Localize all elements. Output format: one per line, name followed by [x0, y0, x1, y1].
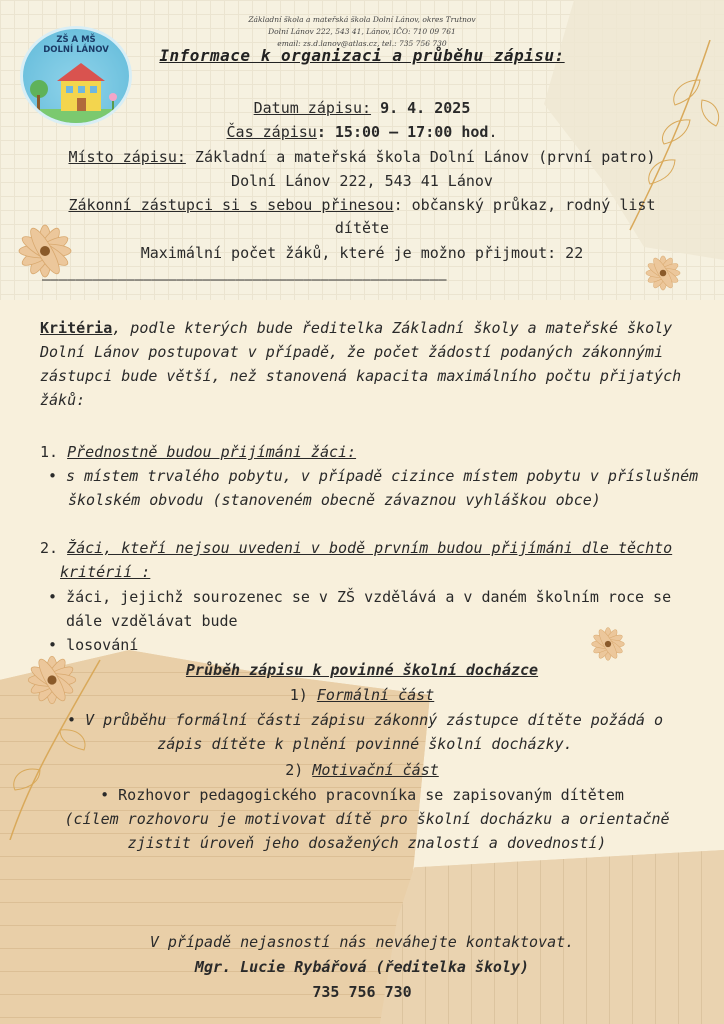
enrollment-address: Dolní Lánov 222, 543 41 Lánov	[231, 172, 493, 190]
time-value: : 15:00 – 17:00 hod	[316, 123, 489, 141]
part-1-text: V průběhu formální části zápisu zákonný zástupce dítěte požádá o zápis dítěte k plnění povinné školní docházky.	[85, 711, 664, 753]
list-item-2-number: 2.	[40, 539, 59, 557]
list-item-2-text: Žáci, kteří nejsou uvedeni v bodě prvním budou přijímáni dle těchto kritérií :	[60, 539, 673, 581]
part-2-number: 2)	[285, 761, 313, 779]
school-header	[180, 14, 544, 50]
list-item-2-bullet-2-text: losování	[66, 636, 139, 654]
page-title: Informace k organizaci a průběhu zápisu:	[159, 46, 565, 65]
header-line-2: Dolní Lánov 222, 543 41, Lánov, IČO: 710 09 761	[268, 27, 456, 36]
contact-line: V případě nejasností nás neváhejte kontaktovat.	[149, 933, 575, 951]
list-item-1	[40, 440, 690, 464]
list-item-1-text: Přednostně budou přijímáni žáci:	[67, 443, 357, 461]
logo-text-line-1: ZŠ A MŠ	[56, 35, 96, 45]
part-1-label: Formální část	[316, 686, 435, 704]
list-item-1-bullet: • s místem trvalého pobytu, v případě cizince místem pobytu v příslušném školském obvodu (stanoveném obecně závaznou vyhláškou obce)	[48, 467, 699, 509]
list-item-2-bullet-1-text: žáci, jejichž sourozenec se v ZŠ vzdělává a v daném školním roce se dále vzdělávat bude	[66, 588, 672, 630]
list-item-2-bullet-1: • žáci, jejichž sourozenec se v ZŠ vzdělává a v daném školním roce se dále vzdělávat bude	[48, 588, 672, 630]
place-label: Místo zápisu:	[68, 148, 186, 166]
dashed-divider: ————————————————————————————————————————————————	[42, 272, 447, 288]
process-part-2	[40, 758, 684, 782]
logo-text-line-2: DOLNÍ LÁNOV	[43, 45, 109, 55]
header-line-3: email: zs.d.lanov@atlas.cz, tel.: 735 756 730	[277, 39, 447, 48]
part-2-text: Rozhovor pedagogického pracovníka se zapisovaným dítětem	[118, 786, 624, 804]
process-part-2-text-2: (cílem rozhovoru je motivovat dítě pro školní docházku a orientačně zjistit úroveň jeho dosažených znalostí a dovedností)	[64, 810, 670, 852]
enrollment-place	[40, 145, 684, 169]
list-item-2	[40, 536, 690, 584]
date-label: Datum zápisu:	[253, 99, 372, 117]
part-1-number: 1)	[289, 686, 317, 704]
criteria-paragraph	[40, 316, 690, 412]
part-2-label: Motivační část	[312, 761, 439, 779]
process-part-2-text: • Rozhovor pedagogického pracovníka se zapisovaným dítětem	[100, 786, 624, 804]
criteria-label: Kritéria	[40, 319, 113, 337]
max-pupils: Maximální počet žáků, které je možno přijmout: 22	[140, 244, 584, 262]
criteria-text: , podle kterých bude ředitelka Základní školy a mateřské školy Dolní Lánov postupovat v případě, že počet žádostí podaných zákonnými zástupci bude větší, než stanovená kapacita maximálního počtu přijatých žáků:	[40, 319, 682, 409]
header-line-1: Základní škola a mateřská škola Dolní Lánov, okres Trutnov	[248, 15, 476, 24]
bring-value: : občanský průkaz, rodný list	[393, 196, 656, 214]
contact-name: Mgr. Lucie Rybářová (ředitelka školy)	[194, 958, 530, 976]
contact-phone: 735 756 730	[312, 983, 412, 1001]
list-item-1-number: 1.	[40, 443, 59, 461]
enrollment-time	[40, 120, 684, 144]
list-item-1-bullet-text: s místem trvalého pobytu, v případě cizince místem pobytu v příslušném školském obvodu (stanoveném obecně závaznou vyhláškou obce)	[57, 467, 699, 509]
process-part-1-text: • V průběhu formální části zápisu zákonný zástupce dítěte požádá o zápis dítěte k plnění povinné školní docházky.	[66, 711, 664, 753]
process-part-1	[40, 683, 684, 707]
enrollment-date	[40, 96, 684, 120]
documents-to-bring	[40, 193, 684, 217]
documents-to-bring-2: dítěte	[334, 219, 390, 237]
list-item-2-bullet-2: • losování	[48, 636, 139, 654]
date-value: 9. 4. 2025	[380, 99, 471, 117]
time-label: Čas zápisu	[226, 123, 317, 141]
place-value: Základní a mateřská škola Dolní Lánov (první patro)	[185, 148, 656, 166]
process-title: Průběh zápisu k povinné školní docházce	[185, 661, 539, 679]
bring-label: Zákonní zástupci si s sebou přinesou	[68, 196, 394, 214]
time-end: .	[488, 123, 498, 141]
